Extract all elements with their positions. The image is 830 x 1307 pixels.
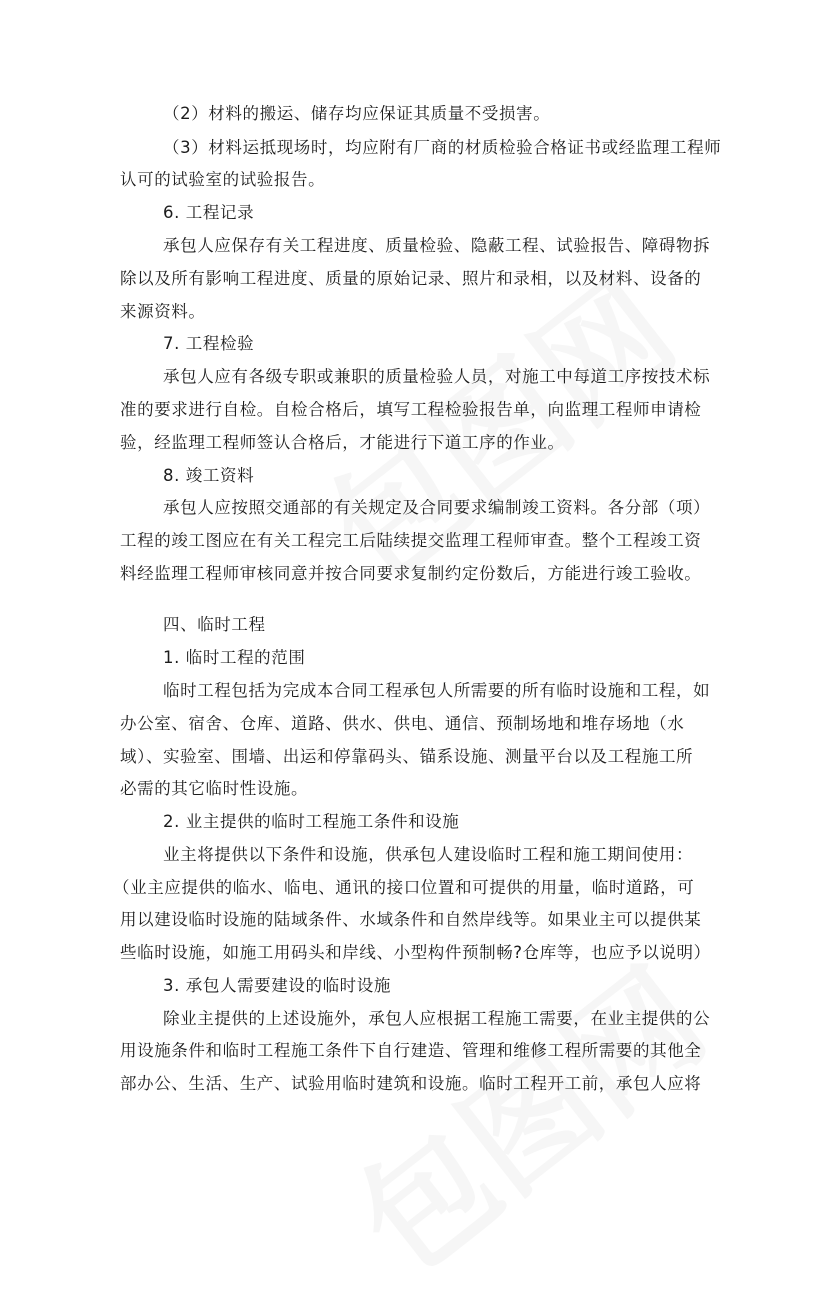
section-heading: 7. 工程检验 [163,334,255,353]
text-line: 认可的试验室的试验报告。 [120,170,326,189]
section-heading: 3. 承包人需要建设的临时设施 [163,976,391,995]
text-line: 除以及所有影响工程进度、质量的原始记录、照片和录相，以及材料、设备的 [120,269,702,288]
text-line: 承包人应按照交通部的有关规定及合同要求编制竣工资料。各分部（项） [163,498,711,517]
text-line: 些临时设施，如施工用码头和岸线、小型构件预制畅?仓库等，也应予以说明） [120,943,711,962]
text-line: 料经监理工程师审核同意并按合同要求复制约定份数后，方能进行竣工验收。 [120,564,702,583]
text-line: 办公室、宿舍、仓库、道路、供水、供电、通信、预制场地和堆存场地（水 [120,714,685,733]
text-line: 工程的竣工图应在有关工程完工后陆续提交监理工程师审查。整个工程竣工资 [120,531,702,550]
chapter-heading: 四、临时工程 [163,615,266,634]
section-heading: 6. 工程记录 [163,203,255,222]
text-line: 准的要求进行自检。自检合格后，填写工程检验报告单，向监理工程师申请检 [120,400,702,419]
text-line: 业主将提供以下条件和设施，供承包人建设临时工程和施工期间使用： [163,845,694,864]
text-line: 域）、实验室、围墙、出运和停靠码头、锚系设施、测量平台以及工程施工所 [120,747,694,766]
text-line: 临时工程包括为完成本合同工程承包人所需要的所有临时设施和工程，如 [163,681,711,700]
text-line: 用设施条件和临时工程施工条件下自行建造、管理和维修工程所需要的其他全 [120,1041,702,1060]
text-line: （业主应提供的临水、临电、通讯的接口位置和可提供的用量，临时道路，可 [113,878,695,897]
text-line: 来源资料。 [120,302,206,321]
section-heading: 8. 竣工资料 [163,466,255,485]
text-line: 验，经监理工程师签认合格后，才能进行下道工序的作业。 [120,433,565,452]
text-line: （3）材料运抵现场时，均应附有厂商的材质检验合格证书或经监理工程师 [163,138,722,157]
section-heading: 1. 临时工程的范围 [163,648,306,667]
text-line: 部办公、生活、生产、试验用临时建筑和设施。临时工程开工前，承包人应将 [120,1074,702,1093]
text-line: 用以建设临时设施的陆域条件、水域条件和自然岸线等。如果业主可以提供某 [120,910,702,929]
text-line: 承包人应保存有关工程进度、质量检验、隐蔽工程、试验报告、障碍物拆 [163,236,711,255]
text-line: 除业主提供的上述设施外，承包人应根据工程施工需要，在业主提供的公 [163,1009,711,1028]
text-line: 必需的其它临时性设施。 [120,779,309,798]
section-heading: 2. 业主提供的临时工程施工条件和设施 [163,812,460,831]
text-line: 承包人应有各级专职或兼职的质量检验人员，对施工中每道工序按技术标 [163,367,711,386]
text-line: （2）材料的搬运、储存均应保证其质量不受损害。 [163,104,551,123]
